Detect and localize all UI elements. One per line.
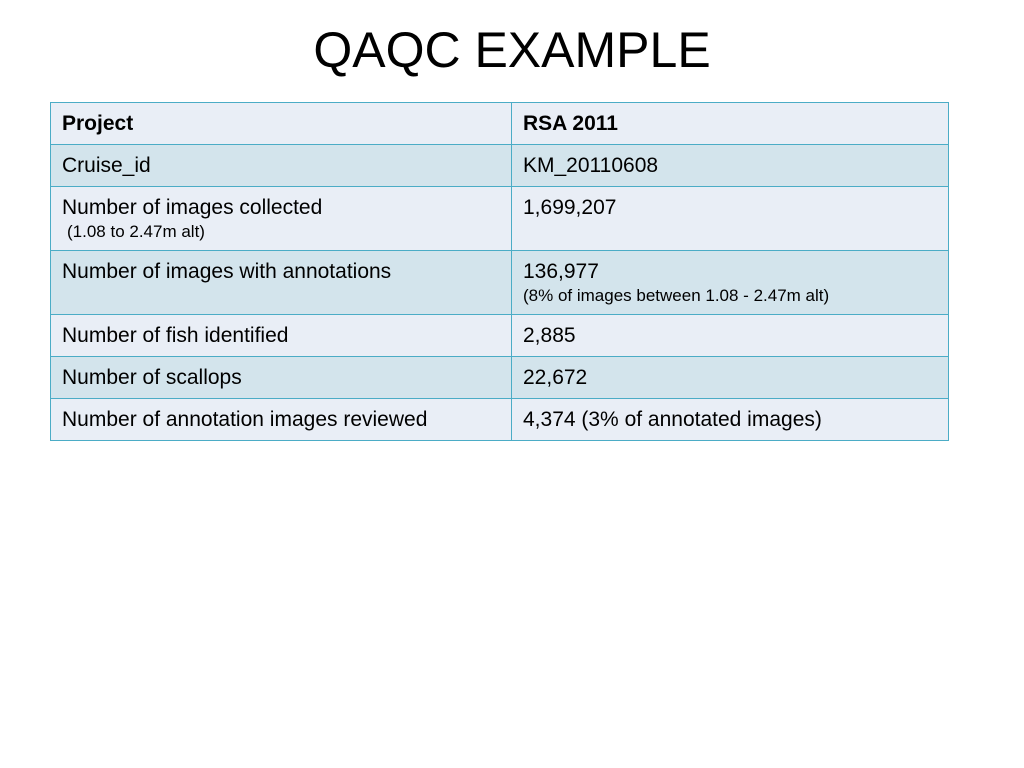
row-value-note: (8% of images between 1.08 - 2.47m alt) <box>523 286 830 305</box>
row-value-cell <box>512 251 949 315</box>
slide-title: QAQC EXAMPLE <box>313 22 711 78</box>
table-row <box>51 145 949 187</box>
row-value-cell: 4,374 (3% of annotated images) <box>512 399 949 441</box>
row-label-text: Number of images collected <box>62 196 323 219</box>
row-label-cell: Number of images with annotations <box>51 251 512 315</box>
table-row <box>51 399 949 441</box>
row-value-cell: 22,672 <box>512 357 949 399</box>
table-row <box>51 357 949 399</box>
row-value-text: 136,977 <box>523 260 599 283</box>
row-label-cell: Number of scallops <box>51 357 512 399</box>
row-label-cell: Cruise_id <box>51 145 512 187</box>
row-value-cell: 2,885 <box>512 315 949 357</box>
table-row <box>51 315 949 357</box>
table-row <box>51 187 949 251</box>
row-label-cell: Number of annotation images reviewed <box>51 399 512 441</box>
row-label-cell <box>51 187 512 251</box>
table-row <box>51 251 949 315</box>
table-header-row <box>51 103 949 145</box>
row-value-cell: 1,699,207 <box>512 187 949 251</box>
row-value-cell: KM_20110608 <box>512 145 949 187</box>
qaqc-table <box>50 102 949 441</box>
row-label-cell: Number of fish identified <box>51 315 512 357</box>
header-label-cell: Project <box>51 103 512 145</box>
header-value-cell: RSA 2011 <box>512 103 949 145</box>
row-label-note: (1.08 to 2.47m alt) <box>67 222 205 241</box>
